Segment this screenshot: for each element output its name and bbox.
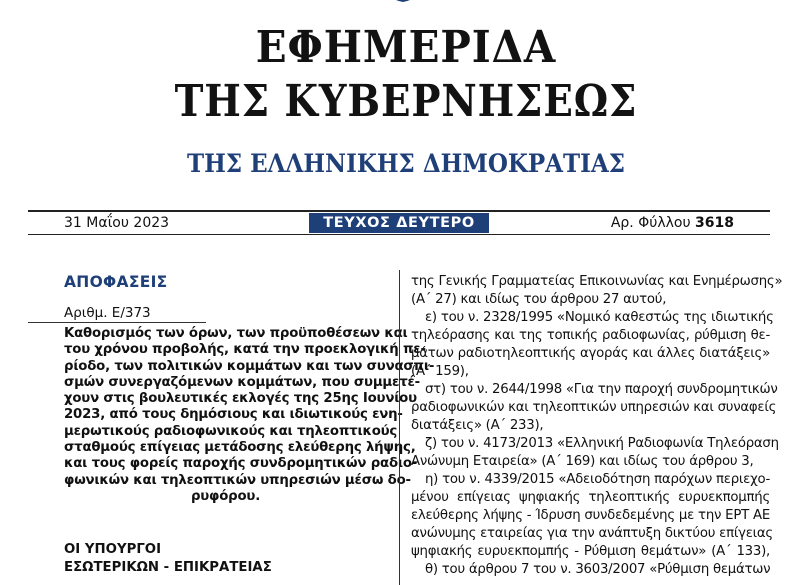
section-heading: ΑΠΟΦΑΣΕΙΣ	[64, 273, 168, 291]
gazette-title-line2: ΤΗΣ ΚΥΒΕΡΝΗΣΕΩΣ	[174, 76, 638, 127]
sheet-number	[611, 214, 734, 232]
greek-coat-of-arms-icon	[371, 0, 435, 8]
issue-bar-top-rule	[28, 210, 770, 212]
decision-heading	[64, 326, 435, 505]
body-line: τηλεόρασης και της τοπικής ραδιοφωνίας, ρύθμιση θε-	[411, 328, 770, 343]
heading-line: ρυφόρου.	[190, 488, 261, 504]
issue-label: ΤΕΥΧΟΣ ΔΕΥΤΕΡΟ	[309, 213, 489, 233]
body-line: η) του ν. 4339/2015 «Αδειοδότηση παρόχων περιεχο-	[425, 472, 770, 487]
body-line: ελεύθερης λήψης - Ίδρυση συνδεδεμένης με την ΕΡΤ ΑΕ	[411, 508, 770, 523]
decision-number: Αριθμ. Ε/373	[64, 305, 151, 321]
body-line: ζ) του ν. 4173/2013 «Ελληνική Ραδιοφωνία Τηλεόραση	[425, 436, 779, 451]
gazette-subtitle: ΤΗΣ ΕΛΛΗΝΙΚΗΣ ΔΗΜΟΚΡΑΤΙΑΣ	[186, 149, 626, 178]
body-line: μένου επίγειας ψηφιακής τηλεοπτικής ευρυεκπομπής	[411, 490, 770, 505]
signatory-line2: ΕΣΩΤΕΡΙΚΩΝ - ΕΠΙΚΡΑΤΕΙΑΣ	[64, 560, 272, 575]
body-line: θ) του άρθρου 7 του ν. 3603/2007 «Ρύθμιση θεμάτων	[425, 562, 771, 577]
gazette-title-line1: ΕΦΗΜΕΡΙΔΑ	[255, 22, 557, 73]
heading-line: Καθορισμός των όρων, των προϋποθέσεων και	[64, 326, 408, 341]
right-column-text	[411, 273, 783, 579]
sheet-number-value: 3618	[695, 215, 734, 231]
body-line: μάτων ραδιοτηλεοπτικής αγοράς και άλλες διατάξεις»	[411, 346, 770, 361]
column-divider	[399, 270, 400, 585]
heading-line: σταθμούς επίγειας μετάδοσης ελεύθερης λήψης,	[64, 440, 416, 456]
body-line: ψηφιακής ευρυεκπομπής - Ρύθμιση θεμάτων» (Α΄ 133),	[411, 544, 770, 559]
decision-number-rule	[28, 322, 206, 323]
heading-line: σμών συνεργαζόμενων κομμάτων, που συμμετέ-	[64, 374, 421, 390]
body-line: (Α΄ 27) και ιδίως του άρθρου 27 αυτού,	[411, 292, 667, 307]
body-line: Ανώνυμη Εταιρεία» (Α΄ 169) και ιδίως του άρθρου 3,	[411, 454, 754, 469]
heading-line: μερωτικούς ραδιοφωνικούς και τηλεοπτικούς	[64, 423, 398, 439]
body-line: ραδιοφωνικών και τηλεοπτικών υπηρεσιών και συναφείς	[411, 400, 777, 415]
body-line: ανώνυμης εταιρείας για την ανάπτυξη δικτύου επίγειας	[411, 526, 773, 541]
heading-line: και τους φορείς παροχής συνδρομητικών ραδιο-	[64, 456, 418, 472]
heading-line: ρίοδο, των πολιτικών κομμάτων και των συνασπι-	[64, 358, 435, 374]
body-line: ε) του ν. 2328/1995 «Νομικό καθεστώς της ιδιωτικής	[425, 310, 774, 325]
body-line: (Α΄ 159),	[411, 364, 469, 379]
heading-line: του χρόνου προβολής, κατά την προεκλογική πε-	[64, 342, 426, 358]
heading-line: φωνικών και τηλεοπτικών υπηρεσιών μέσω δο-	[64, 472, 411, 488]
issue-date: 31 Μαΐου 2023	[64, 215, 170, 231]
sheet-label: Αρ. Φύλλου	[610, 215, 691, 231]
body-line: διατάξεις» (Α΄ 233),	[411, 418, 544, 433]
heading-line: χουν στις βουλευτικές εκλογές της 25ης Ιουνίου	[64, 391, 417, 407]
heading-line: 2023, από τους δημόσιους και ιδιωτικούς ενη-	[64, 407, 403, 423]
body-line: της Γενικής Γραμματείας Επικοινωνίας και Ενημέρωσης»	[411, 274, 783, 289]
body-line: στ) του ν. 2644/1998 «Για την παροχή συνδρομητικών	[425, 382, 778, 397]
issue-bar-bottom-rule	[28, 234, 770, 235]
signatory-line1: ΟΙ ΥΠΟΥΡΓΟΙ	[64, 542, 162, 557]
